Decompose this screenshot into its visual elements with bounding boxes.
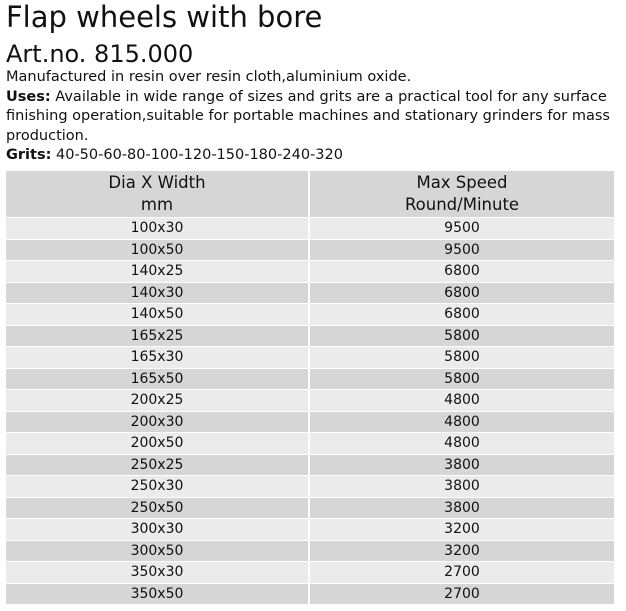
- uses-paragraph: [6, 88, 620, 147]
- table-row: [6, 541, 614, 563]
- header-dia-width: [6, 171, 310, 218]
- manufactured-text: Manufactured in resin over resin cloth,aluminium oxide.: [6, 69, 412, 85]
- cell-dia-width: 165x50: [6, 369, 310, 391]
- cell-max-speed: 6800: [310, 304, 614, 326]
- grits-label: Grits:: [6, 147, 52, 163]
- specification-table: [6, 171, 614, 605]
- header-dia-width-line1: Dia X Width: [108, 173, 206, 192]
- cell-dia-width: 140x50: [6, 304, 310, 326]
- uses-text: Available in wide range of sizes and grits are a practical tool for any surface finishing operation,suitable for portable machines and stationary grinders for mass production.: [6, 88, 610, 144]
- table-row: [6, 412, 614, 434]
- table-row: [6, 562, 614, 584]
- uses-label: Uses:: [6, 88, 51, 105]
- cell-max-speed: 2700: [310, 584, 614, 606]
- cell-dia-width: 250x30: [6, 476, 310, 498]
- table-body: [6, 218, 614, 605]
- table-row: [6, 390, 614, 412]
- cell-max-speed: 4800: [310, 412, 614, 434]
- cell-max-speed: 5800: [310, 347, 614, 369]
- table-row: [6, 261, 614, 283]
- cell-dia-width: 165x30: [6, 347, 310, 369]
- cell-max-speed: 5800: [310, 326, 614, 348]
- cell-dia-width: 250x25: [6, 455, 310, 477]
- table-row: [6, 347, 614, 369]
- table-row: [6, 433, 614, 455]
- cell-dia-width: 100x50: [6, 240, 310, 262]
- cell-max-speed: 9500: [310, 240, 614, 262]
- cell-dia-width: 200x50: [6, 433, 310, 455]
- cell-max-speed: 4800: [310, 390, 614, 412]
- table-row: [6, 218, 614, 240]
- header-max-speed-line2: Round/Minute: [404, 195, 520, 214]
- table-row: [6, 498, 614, 520]
- table-header-row: [6, 171, 614, 218]
- cell-max-speed: 5800: [310, 369, 614, 391]
- header-max-speed-line1: Max Speed: [416, 173, 508, 192]
- table-row: [6, 519, 614, 541]
- cell-dia-width: 165x25: [6, 326, 310, 348]
- cell-dia-width: 250x50: [6, 498, 310, 520]
- cell-dia-width: 100x30: [6, 218, 310, 240]
- cell-dia-width: 350x50: [6, 584, 310, 606]
- cell-dia-width: 300x30: [6, 519, 310, 541]
- cell-dia-width: 300x50: [6, 541, 310, 563]
- cell-dia-width: 200x30: [6, 412, 310, 434]
- article-number: Art.no. 815.000: [6, 40, 194, 68]
- cell-max-speed: 3200: [310, 541, 614, 563]
- cell-max-speed: 3800: [310, 476, 614, 498]
- cell-dia-width: 140x25: [6, 261, 310, 283]
- cell-dia-width: 200x25: [6, 390, 310, 412]
- table-row: [6, 240, 614, 262]
- table-row: [6, 326, 614, 348]
- cell-dia-width: 350x30: [6, 562, 310, 584]
- cell-max-speed: 3800: [310, 498, 614, 520]
- cell-max-speed: 3200: [310, 519, 614, 541]
- product-description: [6, 68, 620, 166]
- table-row: [6, 283, 614, 305]
- header-max-speed: [310, 171, 614, 218]
- cell-max-speed: 6800: [310, 283, 614, 305]
- table-row: [6, 369, 614, 391]
- cell-max-speed: 6800: [310, 261, 614, 283]
- cell-dia-width: 140x30: [6, 283, 310, 305]
- header-dia-width-line2: mm: [140, 195, 174, 214]
- table-row: [6, 584, 614, 606]
- table-row: [6, 455, 614, 477]
- cell-max-speed: 4800: [310, 433, 614, 455]
- table-row: [6, 304, 614, 326]
- table-row: [6, 476, 614, 498]
- page-title: Flap wheels with bore: [6, 0, 323, 34]
- grits-paragraph: [6, 146, 620, 166]
- cell-max-speed: 2700: [310, 562, 614, 584]
- cell-max-speed: 9500: [310, 218, 614, 240]
- grits-text: 40-50-60-80-100-120-150-180-240-320: [51, 147, 343, 163]
- cell-max-speed: 3800: [310, 455, 614, 477]
